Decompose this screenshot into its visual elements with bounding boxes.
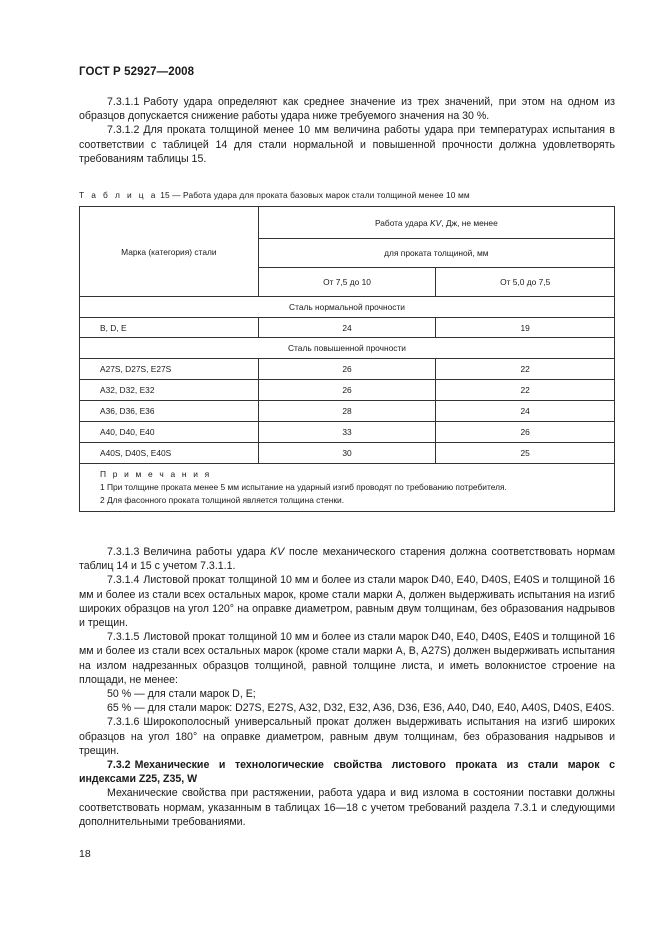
document-header: ГОСТ Р 52927—2008 [79,66,195,78]
note-1: 1 При толщине проката менее 5 мм испытание на ударный изгиб проводят по требованию потребителя. [100,482,507,492]
cell-value: 25 [436,443,615,464]
cell-value: 26 [258,380,436,401]
table-notes [80,464,615,512]
page-number: 18 [79,848,91,860]
clause-number: 7.3.1.3 [107,546,140,558]
table-row [80,401,615,422]
cell-value: 22 [436,380,615,401]
table-caption-label: Т а б л и ц а [79,190,158,200]
cell-value: 28 [258,401,436,422]
cell-value: 24 [258,318,436,338]
clause-text: Работу удара определяют как среднее значение из трех значений, при этом на одном из образцов допускается снижение работы удара ниже требуемого значения на 30 %. [79,96,615,123]
section-title: Механические и технологические свойства листового проката из стали марок с индексами Z25, Z35, W [79,759,615,786]
clause-number: 7.3.1.6 [107,716,140,729]
header-col-5-7-5: От 5,0 до 7,5 [436,268,615,297]
section-7-3-2-heading [79,758,615,786]
header-thickness: для проката толщиной, мм [258,239,614,268]
cell-value: 33 [258,422,436,443]
table-row [80,359,615,380]
cell-grade: B, D, E [80,318,259,338]
table-row [80,443,615,464]
paragraph-7-3-1-5 [79,630,615,687]
paragraph-7-3-1-6 [79,715,615,758]
header-work [258,207,614,239]
cell-grade: A40S, D40S, E40S [80,443,259,464]
table-row [80,380,615,401]
impact-work-table [79,206,615,512]
intro-section [79,95,615,166]
kv-symbol: KV [270,546,285,558]
clause-number: 7.3.1.1 [107,96,140,108]
cell-value: 26 [436,422,615,443]
clause-text: Листовой прокат толщиной 10 мм и более из стали марок D40, E40, D40S, E40S и толщиной 16 мм и более из стали всех остальных марок (кроме стали марки A, B, A27S) должен выдерживать испытания на излом надрезанных образцов толщиной, равной толщине листа, и иметь волокнистое строение на площади, не менее: [79,631,615,686]
header-work-kv: KV [430,217,442,228]
header-work-post: , Дж, не менее [441,217,498,228]
header-col-7-5-10: От 7,5 до 10 [258,268,436,297]
list-item-65: 65 % — для стали марок: D27S, E27S, A32, D32, E32, A36, D36, E36, A40, D40, E40, A40S, D40S, E40S. [107,702,615,715]
body-section [79,545,615,829]
list-item-50: 50 % — для стали марок D, E; [107,688,256,701]
cell-grade: A40, D40, E40 [80,422,259,443]
group-high-strength: Сталь повышенной прочности [80,338,615,359]
header-work-pre: Работа удара [374,217,430,228]
cell-value: 26 [258,359,436,380]
cell-grade: A36, D36, E36 [80,401,259,422]
clause-text: после механического старения должна соответствовать нормам таблиц 14 и 15 с учетом 7.3.1.1. [79,546,615,573]
table-row [80,318,615,338]
cell-grade: A32, D32, E32 [80,380,259,401]
notes-title: П р и м е ч а н и я [100,469,212,479]
cell-value: 22 [436,359,615,380]
group-normal-strength: Сталь нормальной прочности [80,297,615,318]
paragraph-7-3-1-1 [79,95,615,123]
clause-number: 7.3.1.4 [107,574,140,587]
cell-grade: A27S, D27S, E27S [80,359,259,380]
table-row [80,422,615,443]
clause-text: Широкополосный универсальный прокат должен выдерживать испытания на изгиб широких образцов на угол 180° на оправке диаметром, равным двум толщинам, без образования надрывов и трещин. [79,716,615,757]
clause-number: 7.3.1.2 [107,124,140,137]
paragraph-7-3-1-2 [79,123,615,166]
clause-text: Для проката толщиной менее 10 мм величина работы удара при температурах испытания в соответствии с таблицей 14 для стали нормальной и повышенной прочности должна удовлетворять требованиям таблицы 15. [79,124,615,165]
clause-text: Величина работы удара [143,546,271,558]
paragraph-7-3-2: Механические свойства при растяжении, работа удара и вид излома в состоянии поставки должны соответствовать нормам, указанным в таблицах 16—18 с учетом требований раздела 7.3.1 и следующими дополнительными требованиями. [79,787,615,828]
table-caption [79,190,470,200]
header-grade: Марка (категория) стали [80,207,259,297]
clause-number: 7.3.1.5 [107,631,140,644]
cell-value: 30 [258,443,436,464]
table-caption-text: 15 — Работа удара для проката базовых марок стали толщиной менее 10 мм [157,190,470,200]
cell-value: 19 [436,318,615,338]
clause-number: 7.3.2 [107,759,131,772]
note-2: 2 Для фасонного проката толщиной является толщина стенки. [100,495,345,505]
clause-text: Листовой прокат толщиной 10 мм и более из стали марок D40, E40, D40S, E40S и толщиной 16 мм и более из стали всех остальных марок, кроме стали марки А, должен выдерживать испытания на изгиб широких образцов на угол 120° на оправке диаметром, равным двум толщинам, без образования надрывов и трещин. [79,574,615,630]
paragraph-7-3-1-4 [79,573,615,630]
cell-value: 24 [436,401,615,422]
paragraph-7-3-1-3 [79,545,615,573]
